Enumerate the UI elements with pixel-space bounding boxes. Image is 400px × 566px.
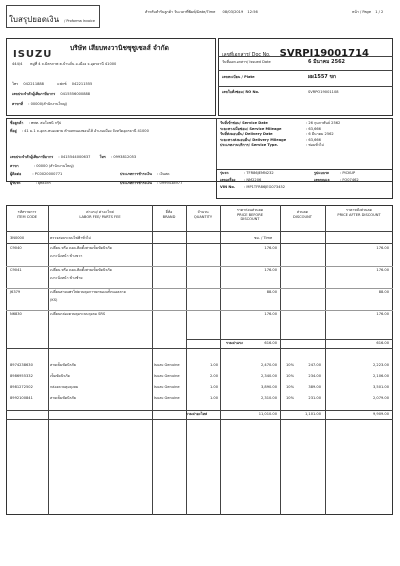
payment-row bbox=[120, 172, 169, 177]
col-header-price-after bbox=[325, 208, 393, 217]
labor-row-price: 176.00 bbox=[264, 312, 277, 316]
parts-row-after: 2,223.00 bbox=[372, 363, 389, 367]
company-tel-value: 042211888 bbox=[23, 82, 44, 86]
customer-address-label: ที่อยู่ bbox=[10, 129, 17, 133]
parts-row-after: 3,501.00 bbox=[372, 385, 389, 389]
parts-row-brand: Isuzu Genuine bbox=[154, 396, 180, 400]
company-fax-value: 042211555 bbox=[71, 82, 93, 86]
labor-row-desc: เปลี่ยนกล่องควบคุมระบบถุงลม SRS bbox=[50, 312, 106, 316]
customer-name-label: ชื่อลูกค้า bbox=[10, 121, 24, 125]
col-header-discount bbox=[280, 210, 325, 219]
labor-row-after: 176.00 bbox=[376, 312, 389, 316]
customer-contact-value: : PC0020000771 bbox=[32, 172, 63, 176]
labor-row-after: 88.00 bbox=[378, 290, 389, 294]
col-header-quantity-th: จำนวน bbox=[197, 210, 209, 214]
issued-date-row bbox=[222, 60, 390, 65]
receiver-tel-value: : 0999438977 bbox=[157, 181, 183, 185]
vehicle-engine-row bbox=[220, 178, 390, 185]
labor-row-desc-2: เบาะนั่งหน้า ข้างขวา bbox=[50, 254, 83, 258]
parts-total-value: 11,010.00 bbox=[258, 412, 277, 416]
receiver-value: : ยุทธจักร bbox=[35, 181, 51, 185]
labor-row bbox=[6, 312, 393, 332]
vehicle-type-label: รูปแบบรถ bbox=[314, 171, 330, 175]
service-mileage-label: ระยะทางเมื่อซ่อม/ Service Mileage bbox=[220, 126, 282, 131]
col-header-price-after-th: ราคาหลังส่วนลด bbox=[346, 208, 372, 212]
company-branch-label: สาขาที่ bbox=[12, 102, 24, 106]
customer-address-value: : 41 ม.1 ถ.อุดร-หนองคาย ตำบลหนองขอนไส้ อำเภอเมือง จังหวัดอุดรธานี 41000 bbox=[21, 129, 149, 133]
company-logo bbox=[13, 42, 52, 61]
parts-row-discount-pct: 10% bbox=[286, 396, 294, 400]
plate-label: เลขทะเบียน / Plate bbox=[222, 75, 255, 79]
parts-total-discount: 1,101.00 bbox=[304, 412, 321, 416]
company-address: หมู่ที่ 4 ถ.มิตรภาพ ต.บ้านจั่น อ.เมือง จ.อุดรธานี 41000 bbox=[30, 62, 117, 66]
payment-label: ประเภทการชำระเงิน bbox=[120, 172, 152, 176]
parts-row-discount-pct: 10% bbox=[286, 363, 294, 367]
ro-value: SVRPO19001108 bbox=[308, 90, 339, 94]
vehicle-info bbox=[220, 171, 390, 192]
col-header-quantity bbox=[186, 210, 220, 219]
parts-row bbox=[6, 385, 393, 391]
col-header-fee-en: LABOR FEE/ PARTS FEE bbox=[79, 214, 121, 219]
labor-header-unit: ชม. / Time bbox=[254, 236, 273, 240]
receiver-tel-row bbox=[120, 181, 182, 186]
parts-row-discount: 234.00 bbox=[308, 374, 321, 378]
delivery-mileage-value: : 63,666 bbox=[306, 137, 321, 142]
col-header-discount-en: DISCOUNT bbox=[293, 214, 312, 219]
print-date: 08/03/2019 bbox=[222, 10, 244, 14]
parts-row-discount: 231.00 bbox=[308, 396, 321, 400]
labor-header-desc: ตรวจสอบระบบไฟฟ้าทั่วไป bbox=[50, 236, 91, 240]
parts-row-qty: 1.00 bbox=[209, 363, 218, 367]
isuzu-logo: ISUZU bbox=[13, 49, 53, 60]
company-address-no: 444/4 bbox=[12, 62, 23, 66]
parts-row-brand: Isuzu Genuine bbox=[154, 374, 180, 378]
delivery-date-label: วันที่ส่งมอบคืน/ Delivery Date bbox=[220, 132, 273, 136]
parts-row bbox=[6, 363, 393, 369]
labor-row-after: 176.00 bbox=[376, 246, 389, 250]
delivery-mileage-label: ระยะทางส่งมอบคืน/ Delivery Mileage bbox=[220, 137, 287, 142]
receiver-label: ผู้รับรถ bbox=[10, 181, 21, 185]
labor-header-row bbox=[6, 236, 393, 242]
parts-row-desc: สายเข็มขัดนิรภัย bbox=[50, 396, 77, 400]
company-taxid bbox=[12, 92, 90, 97]
vehicle-key-value: : FO07462 bbox=[340, 178, 359, 182]
company-tel-label: โทร bbox=[12, 82, 19, 86]
customer-taxid-label: เลขประจำตัวผู้เสียภาษีอากร bbox=[10, 155, 54, 159]
issued-date-value: 6 มีนาคม 2562 bbox=[308, 59, 346, 65]
parts-row-price: 2,340.00 bbox=[260, 374, 277, 378]
customer-branch-row bbox=[10, 164, 74, 169]
col-header-discount-th: ส่วนลด bbox=[296, 210, 309, 214]
col-header-fee bbox=[48, 210, 152, 219]
vehicle-model-value: : TFR86JEMN232 bbox=[244, 171, 274, 175]
vehicle-model-label: รุ่นรถ bbox=[220, 171, 229, 175]
company-branch bbox=[12, 102, 67, 107]
company-tel bbox=[12, 82, 92, 87]
customer-branch-value: : 00000 (สำนักงานใหญ่) bbox=[33, 164, 74, 168]
labor-row-code: J6379 bbox=[10, 290, 21, 294]
service-date-value: : 26 กุมภาพันธ์ 2562 bbox=[306, 121, 341, 125]
labor-row-desc-2: (KS) bbox=[50, 298, 58, 302]
vehicle-model-row bbox=[220, 171, 390, 178]
parts-row-desc: เข็มขัดนิรภัย bbox=[50, 374, 70, 378]
labor-row-code: N6830 bbox=[10, 312, 22, 316]
parts-row-discount: 247.00 bbox=[308, 363, 321, 367]
parts-row-desc: กล่องควบคุมถุงลม bbox=[50, 385, 79, 389]
customer-contact-row bbox=[10, 172, 62, 177]
col-header-price-after-en: PRICE AFTER DISCOUNT bbox=[337, 212, 381, 217]
labor-row bbox=[6, 246, 393, 266]
labor-row-after: 176.00 bbox=[376, 268, 389, 272]
customer-taxid-value: : 0415544000637 bbox=[58, 155, 91, 159]
print-info bbox=[145, 10, 258, 15]
labor-row-price: 176.00 bbox=[264, 246, 277, 250]
issued-date-label: วันที่ออกเอกสาร/ Issued Date bbox=[222, 60, 271, 64]
parts-row-brand: Isuzu Genuine bbox=[154, 385, 180, 389]
labor-total-after: 616.00 bbox=[376, 341, 389, 345]
print-time: 12:56 bbox=[247, 10, 258, 14]
customer-tel-value: : 0993812053 bbox=[110, 155, 137, 159]
labor-row-price: 88.00 bbox=[266, 290, 277, 294]
service-info bbox=[220, 121, 390, 149]
parts-row-qty: 1.00 bbox=[209, 396, 218, 400]
receiver-row bbox=[10, 181, 51, 186]
service-type-label: ประเภทงานบริการ/ Service Type. bbox=[220, 143, 279, 147]
title-thai: ใบสรุปยอดเงิน bbox=[9, 15, 60, 24]
parts-row-after: 2,106.00 bbox=[372, 374, 389, 378]
ro-label: เลขใบสั่งซ่อม/ RO No. bbox=[222, 90, 260, 94]
vehicle-engine-label: เลขเครื่อง bbox=[220, 178, 236, 182]
company-fax-label: แฟกซ์ bbox=[57, 82, 67, 86]
labor-row-desc-2: เบาะนั่งหน้า ข้างซ้าย bbox=[50, 276, 83, 280]
plate-value: ผผ1557 ขก bbox=[308, 74, 336, 80]
labor-row-code: C9041 bbox=[10, 268, 22, 272]
col-header-brand bbox=[152, 210, 186, 219]
parts-row-qty: 1.00 bbox=[209, 385, 218, 389]
labor-row-desc: เปลี่ยน หรือ ถอด-ติดตั้งสายเข็มขัดนิรภัย bbox=[50, 268, 112, 272]
page-label: หน้า / Page bbox=[352, 10, 372, 14]
labor-row-desc: เปลี่ยนสายแพรไฟควบคุมการยกของแท็กแอลลาย bbox=[50, 290, 126, 294]
parts-row-discount-pct: 10% bbox=[286, 385, 294, 389]
page-number bbox=[352, 10, 383, 15]
service-type-row bbox=[220, 143, 390, 149]
vehicle-vin-label: VIN No. bbox=[220, 185, 236, 189]
col-header-item-code-en: ITEM CODE bbox=[16, 214, 38, 219]
parts-row-desc: สายเข็มขัดนิรภัย bbox=[50, 363, 77, 367]
parts-row-code: 8981272502 bbox=[10, 385, 33, 389]
receiver-tel-label: ประเภทการชำระเงิน bbox=[120, 181, 152, 185]
vehicle-vin-row bbox=[220, 185, 390, 192]
parts-total-after: 9,909.00 bbox=[372, 412, 389, 416]
parts-row-code: 8992100841 bbox=[10, 396, 33, 400]
parts-row-price: 3,890.00 bbox=[260, 385, 277, 389]
labor-total-label: รวมค่าแรง bbox=[226, 341, 243, 345]
ro-row bbox=[222, 90, 390, 95]
parts-row-qty: 2.00 bbox=[209, 374, 218, 378]
labor-total-value: 616.00 bbox=[264, 341, 277, 345]
service-mileage-value: : 63,666 bbox=[306, 126, 321, 131]
vehicle-vin-value: : MP1TFR86JEG073452 bbox=[244, 185, 286, 189]
col-header-brand-en: BRAND bbox=[162, 214, 176, 219]
parts-row bbox=[6, 374, 393, 380]
labor-row-desc: เปลี่ยน หรือ ถอด-ติดตั้งสายเข็มขัดนิรภัย bbox=[50, 246, 112, 250]
customer-branch-label: สาขา bbox=[10, 164, 19, 168]
parts-row-price: 2,310.00 bbox=[260, 396, 277, 400]
labor-row bbox=[6, 290, 393, 310]
company-taxid-value: 0415556000888 bbox=[60, 92, 91, 96]
parts-row-discount-pct: 10% bbox=[286, 374, 294, 378]
col-header-price-before-en: PRICE BEFORE DISCOUNT bbox=[236, 212, 264, 222]
payment-value: : เงินสด bbox=[157, 172, 170, 176]
labor-row bbox=[6, 268, 393, 288]
service-type-value: : ซ่อมทั่วไป bbox=[306, 143, 324, 147]
parts-row-discount: 389.00 bbox=[308, 385, 321, 389]
doc-number-value: SVRPI19001714 bbox=[279, 48, 369, 59]
customer-name-value: : ทพท. สมใจชนิ กรุ๊ป bbox=[28, 121, 62, 125]
col-header-price-before bbox=[220, 208, 280, 222]
col-header-brand-th: ยี่ห้อ bbox=[165, 210, 173, 214]
parts-total-label: รวมค่าอะไหล่ bbox=[186, 412, 208, 416]
print-label: สำหรับสำรับลูกค้า วันเวลาที่พิมพ์/Date/Time bbox=[145, 10, 216, 14]
doc-number-row bbox=[222, 41, 369, 60]
customer-tel-label: โทร bbox=[99, 155, 106, 159]
doc-number-label: เลขที่เอกสาร/ Doc No. bbox=[222, 53, 271, 58]
parts-row-code: 8986955332 bbox=[10, 374, 33, 378]
col-header-price-before-th: ราคาก่อนส่วนลด bbox=[236, 208, 264, 212]
page-value: 1 / 2 bbox=[375, 10, 384, 14]
col-header-item-code-th: รหัสรายการ bbox=[17, 210, 37, 214]
plate-row bbox=[222, 75, 390, 80]
col-header-fee-th: ค่าแรง/ ค่าอะไหล่ bbox=[86, 210, 114, 214]
vehicle-key-label: เลขกุญแจ bbox=[314, 178, 330, 182]
company-branch-value: : 00000(สำนักงานใหญ่) bbox=[28, 102, 68, 106]
col-header-quantity-en: QUANTITY bbox=[193, 214, 213, 219]
parts-row bbox=[6, 396, 393, 402]
company-name: บริษัท เสียบทงวานิชซุซูเซลส์ จำกัด bbox=[70, 44, 169, 52]
parts-row-code: 8974238630 bbox=[10, 363, 33, 367]
parts-row-brand: Isuzu Genuine bbox=[154, 363, 180, 367]
col-header-item-code bbox=[6, 210, 48, 219]
vehicle-engine-value: : NM2206 bbox=[244, 178, 262, 182]
customer-address-row bbox=[10, 129, 149, 134]
customer-contact-label: ผู้ติดต่อ bbox=[10, 172, 22, 176]
company-taxid-label: เลขประจำตัวผู้เสียภาษีอากร bbox=[12, 92, 56, 96]
labor-row-price: 176.00 bbox=[264, 268, 277, 272]
document-title bbox=[6, 5, 100, 28]
delivery-date-value: : 6 มีนาคม 2562 bbox=[306, 132, 334, 136]
parts-row-price: 2,470.00 bbox=[260, 363, 277, 367]
service-date-label: วันที่เข้าซ่อม/ Service Date bbox=[220, 121, 268, 125]
vehicle-type-value: : PICKUP bbox=[340, 171, 356, 175]
labor-header-code: 3N0000 bbox=[10, 236, 25, 240]
customer-name-row bbox=[10, 121, 61, 126]
parts-row-after: 2,079.00 bbox=[372, 396, 389, 400]
customer-taxid-row bbox=[10, 155, 136, 160]
title-english: / Proforma Invoice bbox=[64, 19, 95, 23]
labor-row-code: C9040 bbox=[10, 246, 22, 250]
